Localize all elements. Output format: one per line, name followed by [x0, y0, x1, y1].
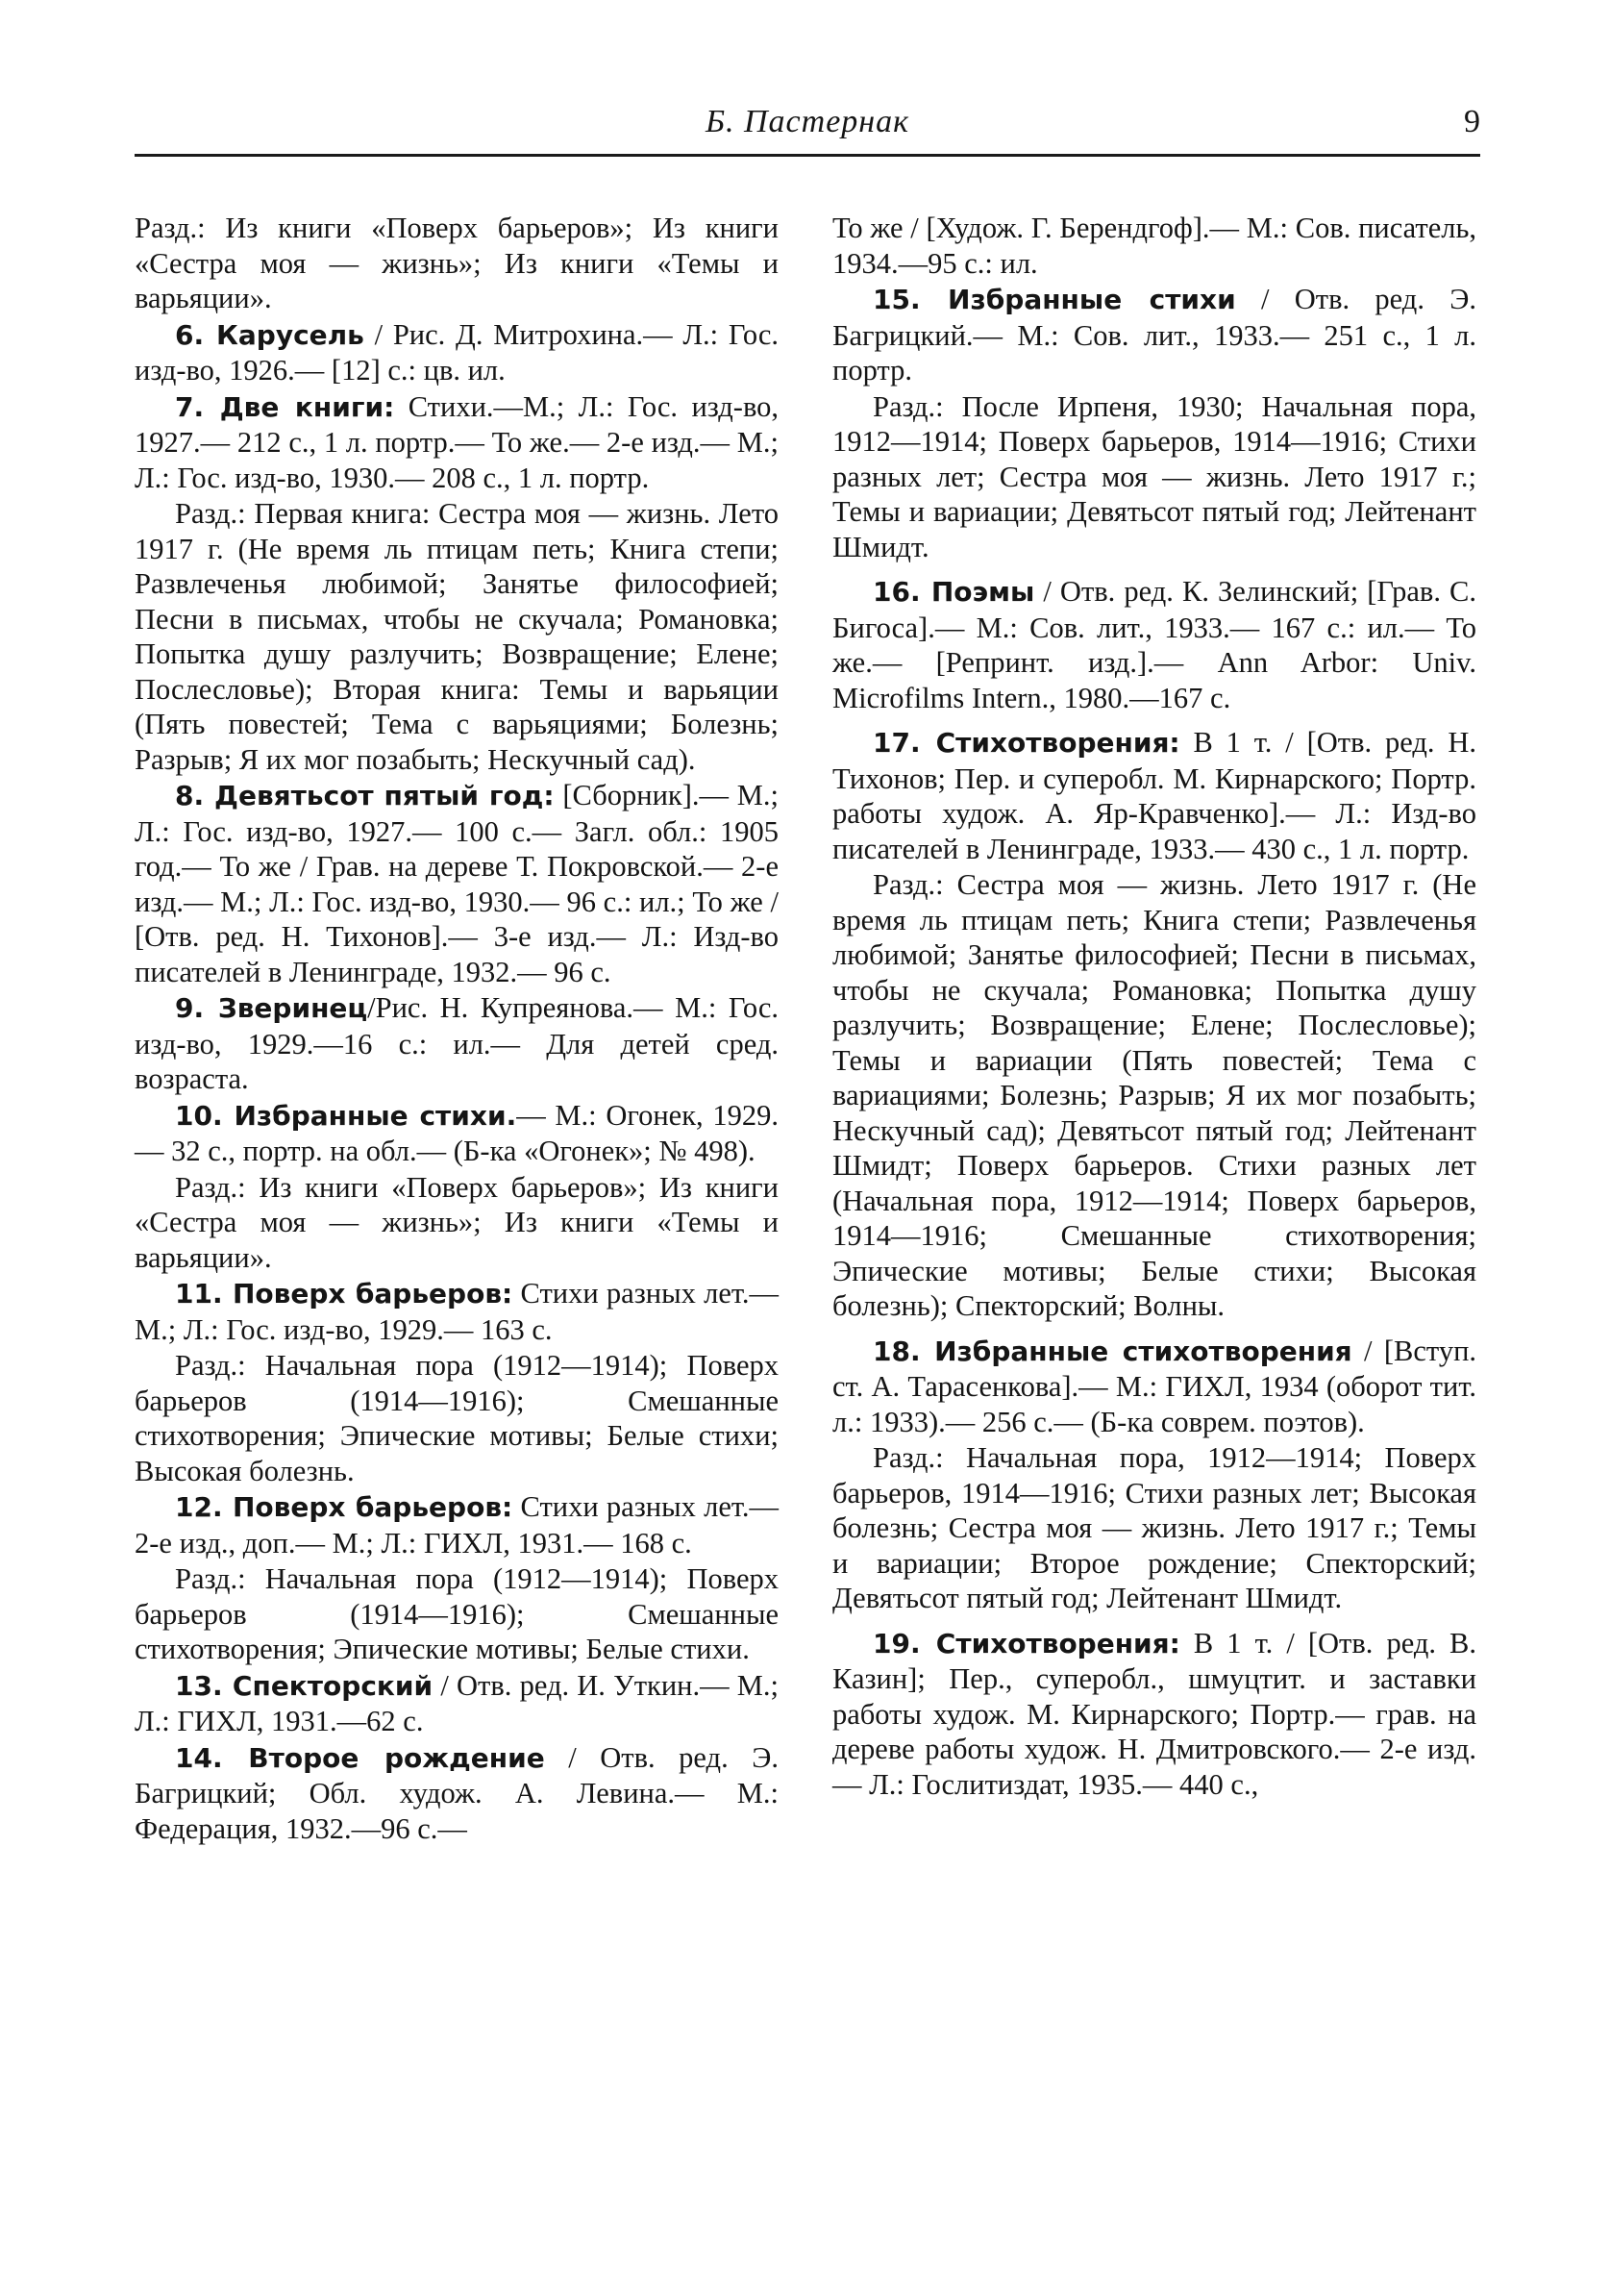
- entry-text: В 1 т. / [Отв. ред. В. Казин]; Пер., суперобл., шмуцтит. и заставки работы худож. М. Кирнарского; Портр.— грав. на дереве работы худож. Н. Дмитровского.— 2-е изд.— Л.: Гослитиздат, 1935.— 440 с.,: [832, 1626, 1477, 1801]
- entry-number: 19.: [873, 1627, 921, 1660]
- entry-heading: [873, 1335, 1352, 1367]
- bibliography-entry: [135, 1489, 779, 1560]
- entry-number: 7.: [175, 390, 205, 423]
- bibliography-entry: [832, 574, 1476, 715]
- entry-text: Разд.: Начальная пора, 1912—1914; Поверх барьеров, 1914—1916; Стихи разных лет; Высокая болезнь; Сестра моя — жизнь. Лето 1917 г.; Темы и вариации; Второе рождение; Спекторский; Девятьсот пятый год; Лейтенант Шмидт.: [832, 1441, 1476, 1614]
- entry-title: Зверинец: [217, 992, 368, 1024]
- bibliography-entry: [135, 1098, 779, 1169]
- entry-text: То же / [Худож. Г. Берендгоф].— М.: Сов. писатель, 1934.—95 с.: ил.: [832, 212, 1476, 280]
- entry-title: Поэмы: [930, 576, 1035, 608]
- bibliography-entry: [135, 1276, 779, 1347]
- entry-contents: [135, 1348, 779, 1488]
- entry-heading: [175, 1100, 516, 1132]
- entry-text: [Сборник].— М.; Л.: Гос. изд-во, 1927.— 100 с.— Загл. обл.: 1905 год.— То же / Грав. на дереве Т. Покровской.— 2-е изд.— М.; Л.: Гос. изд-во, 1930.— 96 с.: ил.; То же / [Отв. ред. Н. Тихонов].— 3-е изд.— Л.: Изд-во писателей в Ленинграде, 1932.— 96 с.: [135, 779, 779, 988]
- bibliography-entry: [832, 282, 1476, 388]
- entry-title: Избранные стихи.: [234, 1099, 517, 1132]
- entry-title: Спекторский: [232, 1669, 433, 1702]
- entry-heading: [175, 319, 364, 351]
- page-number: 9: [1464, 104, 1480, 139]
- entry-heading: [175, 1278, 512, 1310]
- entry-number: 8.: [175, 780, 205, 811]
- entry-text: / Отв. ред. И. Уткин.— М.; Л.: ГИХЛ, 1931.—62 с.: [135, 1668, 780, 1737]
- entry-text: Стихи разных лет.— М.; Л.: Гос. изд-во, 1929.— 163 с.: [135, 1277, 780, 1346]
- entry-text: / Отв. ред. Э. Багрицкий.— М.: Сов. лит., 1933.— 251 с., 1 л. портр.: [832, 283, 1476, 387]
- entry-text: Стихи разных лет.— 2-е изд., доп.— М.; Л.: ГИХЛ, 1931.— 168 с.: [135, 1490, 780, 1560]
- entry-heading: [873, 284, 1236, 315]
- entry-number: 16.: [873, 576, 921, 608]
- bibliography-entry: [135, 990, 779, 1097]
- entry-heading: [873, 1628, 1180, 1660]
- entry-contents: [135, 211, 779, 316]
- bibliography-entry: [135, 1740, 779, 1847]
- entry-number: 12.: [175, 1491, 223, 1523]
- entry-text: Разд.: Первая книга: Сестра моя — жизнь. Лето 1917 г. (Не время ль птицам петь; Книга степи; Развлеченья любимой; Занятье философией; Песни в письмах, чтобы не скучала; Романовка; Попытка душу разлучить; Возвращение; Елене; Послесловье); Вторая книга: Темы и варьяции (Пять повестей; Тема с варьяциями; Болезнь; Разрыв; Я их мог позабыть; Нескучный сад).: [135, 497, 779, 776]
- bibliography-entry: [135, 317, 779, 388]
- entry-title: Поверх барьеров:: [233, 1278, 513, 1310]
- entry-heading: [873, 576, 1034, 608]
- entry-title: Стихотворения:: [935, 1627, 1180, 1660]
- entry-text: Стихи.—М.; Л.: Гос. изд-во, 1927.— 212 с., 1 л. портр.— То же.— 2-е изд.— М.; Л.: Гос. изд-во, 1930.— 208 с., 1 л. портр.: [135, 389, 780, 494]
- entry-text: Разд.: Из книги «Поверх барьеров»; Из книги «Сестра моя — жизнь»; Из книги «Темы и варьяции».: [135, 212, 779, 314]
- entry-number: 9.: [175, 992, 205, 1024]
- header-rule: [135, 154, 1480, 157]
- entry-title: Поверх барьеров:: [233, 1491, 513, 1523]
- entry-text: /Рис. Н. Купреянова.— М.: Гос. изд-во, 1929.—16 с.: ил.— Для детей сред. возраста.: [135, 991, 779, 1095]
- entry-text: В 1 т. / [Отв. ред. Н. Тихонов; Пер. и суперобл. М. Кирнарского; Портр. работы худож. А. Яр-Кравченко].— Л.: Изд-во писателей в Ленинграде, 1933.— 430 с., 1 л. портр.: [832, 726, 1476, 865]
- entry-title: Девятьсот пятый год:: [214, 780, 555, 811]
- entry-text: Разд.: Начальная пора (1912—1914); Поверх барьеров (1914—1916); Смешанные стихотворения; Эпические мотивы; Белые стихи; Высокая болезнь.: [135, 1349, 779, 1487]
- entry-contents: [135, 1170, 779, 1276]
- bibliography-entry: [135, 778, 779, 989]
- entry-heading: [175, 1491, 512, 1523]
- entry-heading: [175, 992, 367, 1024]
- entry-title: Две книги:: [219, 390, 395, 423]
- entry-heading: [175, 1742, 545, 1774]
- left-column: [135, 211, 779, 1847]
- entry-contents: [832, 1440, 1476, 1616]
- running-title: Б. Пастернак: [705, 104, 910, 139]
- bibliography-entry: [135, 1668, 779, 1739]
- entry-contents: [135, 1561, 779, 1667]
- entry-title: Стихотворения:: [935, 727, 1180, 759]
- entry-heading: [873, 727, 1180, 759]
- entry-number: 18.: [873, 1335, 921, 1367]
- bibliography-entry: [135, 389, 779, 496]
- entry-text: Разд.: Сестра моя — жизнь. Лето 1917 г. (Не время ль птицам петь; Книга степи; Развлеченья любимой; Занятье философией; Песни в письмах, чтобы не скучала; Романовка; Попытка душу разлучить; Возвращение; Елене; Послесловье); Темы и вариации (Пять повестей; Тема с вариациями; Болезнь; Разрыв; Я их мог позабыть; Нескучный сад); Девятьсот пятый год; Лейтенант Шмидт; Поверх барьеров. Стихи разных лет (Начальная пора, 1912—1914; Поверх барьеров, 1914—1916; Смешанные стихотворения; Эпические мотивы; Белые стихи; Высокая болезнь); Спекторский; Волны.: [832, 868, 1476, 1322]
- bibliography-entry: [832, 1626, 1476, 1803]
- bibliography-entry: [832, 725, 1476, 866]
- entry-text: Разд.: Из книги «Поверх барьеров»; Из книги «Сестра моя — жизнь»; Из книги «Темы и варьяции».: [135, 1170, 779, 1274]
- running-header: [135, 104, 1480, 158]
- entry-text: — М.: Огонек, 1929.— 32 с., портр. на обл.— (Б-ка «Огонек»; № 498).: [135, 1098, 779, 1167]
- entry-heading: [175, 391, 394, 423]
- entry-number: 13.: [175, 1669, 223, 1702]
- entry-title: Избранные стихи: [948, 284, 1236, 315]
- entry-title: Карусель: [216, 318, 364, 351]
- entry-number: 6.: [175, 318, 205, 351]
- entry-contents: [135, 496, 779, 777]
- entry-number: 11.: [175, 1278, 223, 1310]
- entry-text: / Рис. Д. Митрохина.— Л.: Гос. изд-во, 1926.— [12] с.: цв. ил.: [135, 317, 780, 387]
- bibliography-entry: [832, 1334, 1476, 1440]
- entry-number: 15.: [873, 284, 921, 315]
- entry-heading: [175, 780, 555, 811]
- entry-number: 17.: [873, 727, 921, 759]
- entry-title: Второе рождение: [248, 1741, 545, 1774]
- entry-text: Разд.: Начальная пора (1912—1914); Поверх барьеров (1914—1916); Смешанные стихотворения; Эпические мотивы; Белые стихи.: [135, 1562, 779, 1665]
- entry-contents: [832, 867, 1476, 1324]
- entry-number: 10.: [175, 1099, 223, 1132]
- entry-contents: [832, 389, 1476, 565]
- entry-text: / Отв. ред. Э. Багрицкий; Обл. худож. А. Левина.— М.: Федерация, 1932.—96 с.—: [135, 1740, 779, 1845]
- entry-text: / [Вступ. ст. А. Тарасенкова].— М.: ГИХЛ, 1934 (оборот тит. л.: 1933).— 256 с.— (Б-ка соврем. поэтов).: [832, 1334, 1477, 1438]
- entry-text: / Отв. ред. К. Зелинский; [Грав. С. Бигоса].— М.: Сов. лит., 1933.— 167 с.: ил.— То же.— [Репринт. изд.].— Ann Arbor: Univ. Microfilms Intern., 1980.—167 с.: [832, 575, 1476, 714]
- entry-number: 14.: [175, 1741, 223, 1774]
- entry-text: Разд.: После Ирпеня, 1930; Начальная пора, 1912—1914; Поверх барьеров, 1914—1916; Стихи разных лет; Сестра моя — жизнь. Лето 1917 г.; Темы и вариации; Девятьсот пятый год; Лейтенант Шмидт.: [832, 389, 1476, 563]
- entry-heading: [175, 1670, 433, 1702]
- entry-contents: [832, 211, 1476, 281]
- entry-title: Избранные стихотворения: [934, 1335, 1352, 1367]
- right-column: [832, 211, 1476, 1803]
